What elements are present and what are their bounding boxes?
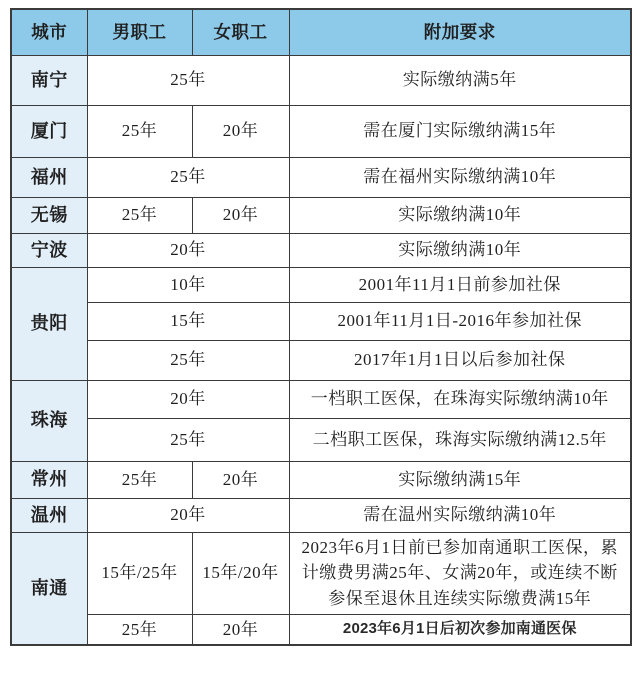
header-city: 城市 bbox=[11, 9, 87, 55]
note-cell: 2001年11月1日前参加社保 bbox=[289, 267, 631, 302]
city-cell: 贵阳 bbox=[11, 267, 87, 380]
female-years-cell: 15年/20年 bbox=[192, 532, 289, 614]
table-row bbox=[11, 55, 631, 105]
female-years-cell: 20年 bbox=[192, 461, 289, 498]
header-row bbox=[11, 9, 631, 55]
years-cell: 20年 bbox=[87, 233, 289, 267]
retirement-medical-insurance-table bbox=[10, 8, 632, 646]
city-cell: 南通 bbox=[11, 532, 87, 645]
years-cell: 25年 bbox=[87, 55, 289, 105]
city-cell: 无锡 bbox=[11, 197, 87, 233]
table-row bbox=[11, 197, 631, 233]
table-row bbox=[11, 267, 631, 302]
male-years-cell: 25年 bbox=[87, 614, 192, 645]
city-cell: 常州 bbox=[11, 461, 87, 498]
table-row bbox=[11, 380, 631, 418]
note-cell: 2023年6月1日前已参加南通职工医保，累计缴费男满25年、女满20年，或连续不断参保至退休且连续实际缴费满15年 bbox=[289, 532, 631, 614]
header-additional-requirements: 附加要求 bbox=[289, 9, 631, 55]
table-row bbox=[11, 340, 631, 380]
female-years-cell: 20年 bbox=[192, 197, 289, 233]
male-years-cell: 15年/25年 bbox=[87, 532, 192, 614]
table-row bbox=[11, 157, 631, 197]
table-row bbox=[11, 461, 631, 498]
city-cell: 福州 bbox=[11, 157, 87, 197]
table-row bbox=[11, 302, 631, 340]
table-row bbox=[11, 532, 631, 614]
years-cell: 25年 bbox=[87, 157, 289, 197]
years-cell: 25年 bbox=[87, 418, 289, 461]
note-cell: 需在厦门实际缴纳满15年 bbox=[289, 105, 631, 157]
male-years-cell: 25年 bbox=[87, 105, 192, 157]
note-cell: 需在温州实际缴纳满10年 bbox=[289, 498, 631, 532]
header-female-worker: 女职工 bbox=[192, 9, 289, 55]
note-cell: 2017年1月1日以后参加社保 bbox=[289, 340, 631, 380]
city-cell: 南宁 bbox=[11, 55, 87, 105]
male-years-cell: 25年 bbox=[87, 197, 192, 233]
table-row bbox=[11, 614, 631, 645]
city-cell: 宁波 bbox=[11, 233, 87, 267]
years-cell: 20年 bbox=[87, 380, 289, 418]
note-cell: 2001年11月1日-2016年参加社保 bbox=[289, 302, 631, 340]
note-cell: 2023年6月1日后初次参加南通医保 bbox=[289, 614, 631, 645]
years-cell: 20年 bbox=[87, 498, 289, 532]
years-cell: 15年 bbox=[87, 302, 289, 340]
city-cell: 珠海 bbox=[11, 380, 87, 461]
table-row bbox=[11, 418, 631, 461]
note-cell: 二档职工医保，珠海实际缴纳满12.5年 bbox=[289, 418, 631, 461]
note-cell: 实际缴纳满10年 bbox=[289, 197, 631, 233]
city-cell: 厦门 bbox=[11, 105, 87, 157]
table-row bbox=[11, 498, 631, 532]
header-male-worker: 男职工 bbox=[87, 9, 192, 55]
male-years-cell: 25年 bbox=[87, 461, 192, 498]
table-row bbox=[11, 233, 631, 267]
female-years-cell: 20年 bbox=[192, 105, 289, 157]
note-cell: 实际缴纳满5年 bbox=[289, 55, 631, 105]
note-cell: 需在福州实际缴纳满10年 bbox=[289, 157, 631, 197]
city-cell: 温州 bbox=[11, 498, 87, 532]
years-cell: 25年 bbox=[87, 340, 289, 380]
female-years-cell: 20年 bbox=[192, 614, 289, 645]
table-row bbox=[11, 105, 631, 157]
note-cell: 实际缴纳满15年 bbox=[289, 461, 631, 498]
note-cell: 实际缴纳满10年 bbox=[289, 233, 631, 267]
note-cell: 一档职工医保，在珠海实际缴纳满10年 bbox=[289, 380, 631, 418]
years-cell: 10年 bbox=[87, 267, 289, 302]
